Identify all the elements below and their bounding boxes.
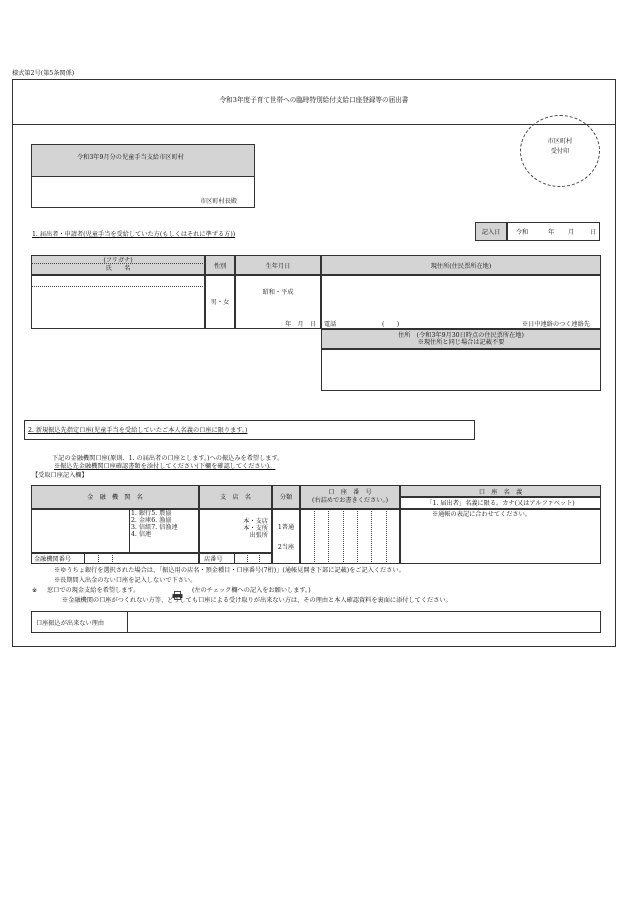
section2-intro-2: ※振込先金融機関口座確認書類を添付してください(下欄を確認してください)。	[54, 463, 276, 470]
yucho-note: ※ゆうちょ銀行を選択された場合は、「振込用の店名・預金種目・口座番号(7桁)」(通帳見開き下部に記載)をご記入ください。	[54, 567, 405, 574]
category-field[interactable]	[272, 509, 300, 564]
addressee-header-label: 令和3年9月分の児童手当支給市区町村	[77, 154, 184, 161]
entry-date-day: 日	[590, 229, 597, 236]
account-number-field[interactable]	[300, 509, 400, 564]
bank-type-3[interactable]: 3. 信組7. 信漁連	[131, 524, 178, 532]
cash-option-text: 窓口での現金支給を希望します。	[47, 587, 140, 594]
category-checking[interactable]: 2当座	[277, 544, 295, 552]
entry-date-field[interactable]	[507, 222, 600, 241]
section2-intro-1: 下記の金融機関口座(原則、1. の届出者の口座とします。)への振込みを希望します。	[52, 455, 284, 462]
form-number: 様式第2号(第5条関係)	[12, 70, 75, 77]
bank-header	[31, 485, 199, 509]
branch-code-row	[199, 553, 272, 564]
entry-date-era: 令和	[516, 229, 529, 236]
address-field[interactable]	[321, 275, 601, 329]
addressee-header	[31, 144, 255, 177]
section1-heading: 1. 届出者・申請者(児童手当を受給していた方(もしくはそれに準ずる方))	[32, 231, 236, 238]
prev-address-note: ※現住所と同じ場合は記載不要	[417, 339, 505, 347]
bank-header-label: 金 融 機 関 名	[87, 494, 143, 501]
long-term-note: ※長期間入出金のない口座を記入しないで下さい。	[54, 577, 197, 584]
entry-date-label: 記入日	[481, 229, 501, 236]
bank-type-2[interactable]: 2. 金庫6. 漁協	[131, 517, 172, 525]
section2-heading: 2. 新規振込先指定口座(児童手当を受給していたご本人名義の口座に限ります。)	[28, 427, 248, 434]
bank-code-field[interactable]	[85, 554, 129, 563]
no-account-reason-field[interactable]	[129, 613, 599, 631]
branch-header	[199, 485, 272, 509]
addressee-suffix: 市区町村長殿	[200, 198, 238, 205]
address-label: 現住所(住民票所在地)	[430, 263, 492, 270]
entry-field-label: 【受取口座記入欄】	[32, 472, 88, 479]
name-header	[31, 255, 205, 275]
holder-note-1: 「1. 届出者」名義に限る。カナ(又はアルファベット)	[426, 500, 575, 507]
bank-type-1[interactable]: 1. 銀行5. 農協	[131, 510, 172, 517]
cash-reason-note: ※金融機関の口座がつくれない方等、どうしても口座による受け取りが出来ない方は、その理由と本人確認資料を裏面に添付してください。	[62, 597, 452, 604]
bank-type-list	[131, 510, 178, 539]
dob-header	[235, 255, 321, 275]
prev-address-header	[321, 329, 601, 349]
dob-units: 年 月 日	[285, 321, 316, 328]
phone-label: 電話	[324, 321, 337, 328]
reception-stamp-area	[520, 115, 600, 187]
branch-type-1[interactable]: 本・支店	[243, 518, 268, 525]
holder-note-row	[400, 497, 601, 509]
holder-note-2: ※通帳の表記に合わせてください。	[432, 511, 531, 518]
account-number-header-sub: (右詰めでお書きください。)	[312, 497, 388, 505]
prev-address-field[interactable]	[321, 349, 601, 391]
category-header	[272, 485, 300, 509]
gender-value: 男・女	[210, 299, 230, 306]
bank-code-label: 金融機関番号	[34, 556, 72, 563]
cash-mark: ※	[32, 587, 38, 594]
account-number-header	[300, 485, 400, 509]
address-header	[321, 255, 601, 275]
dob-era: 昭和・平成	[262, 289, 294, 296]
branch-name-field[interactable]	[199, 509, 272, 553]
branch-type-3[interactable]: 出張所	[249, 532, 268, 540]
account-number-header-label: 口 座 番 号	[328, 489, 372, 496]
branch-header-label: 支 店 名	[220, 494, 251, 501]
branch-code-label: 店番号	[204, 556, 223, 563]
dob-field[interactable]	[235, 275, 321, 329]
phone-note: ※日中連絡のつく連絡先	[521, 321, 590, 328]
category-header-label: 分類	[279, 494, 293, 501]
entry-date-label-box	[475, 222, 507, 241]
prev-address-label: 住所 (令和3年9月30日時点の住民票所在地)	[398, 332, 524, 339]
stamp-label-1: 市区町村	[547, 138, 573, 145]
category-savings[interactable]: 1普通	[277, 524, 295, 531]
entry-date-month: 月	[568, 229, 575, 236]
branch-type-2[interactable]: 本・支所	[243, 525, 268, 533]
name-field[interactable]	[31, 275, 205, 329]
furigana-label: (フリガナ)	[103, 257, 133, 264]
municipality-input[interactable]	[33, 180, 193, 204]
holder-header	[400, 485, 601, 497]
phone-area-code: ( )	[382, 321, 400, 328]
gender-label: 性別	[213, 263, 227, 270]
cash-check-note: (左のチェック欄への記入をお願いします。)	[192, 587, 311, 594]
holder-header-label: 口 座 名 義	[478, 489, 523, 496]
gender-field[interactable]	[205, 275, 235, 329]
branch-type-list	[243, 518, 268, 539]
account-holder-field[interactable]	[400, 509, 601, 564]
printer-icon[interactable]	[172, 585, 183, 594]
gender-header	[205, 255, 235, 275]
bank-type-4[interactable]: 4. 信連	[131, 531, 152, 539]
dob-label: 生年月日	[265, 263, 291, 270]
name-label: 氏 名	[105, 265, 131, 273]
form-title: 令和3年度子育て世帯への臨時特別給付支給口座登録等の届出書	[219, 96, 409, 104]
no-account-reason-label: 口座振込が出来ない理由	[36, 620, 105, 627]
entry-date-year: 年	[548, 229, 555, 236]
stamp-label-2: 受付印	[550, 148, 570, 156]
section2-heading-box	[24, 420, 475, 440]
